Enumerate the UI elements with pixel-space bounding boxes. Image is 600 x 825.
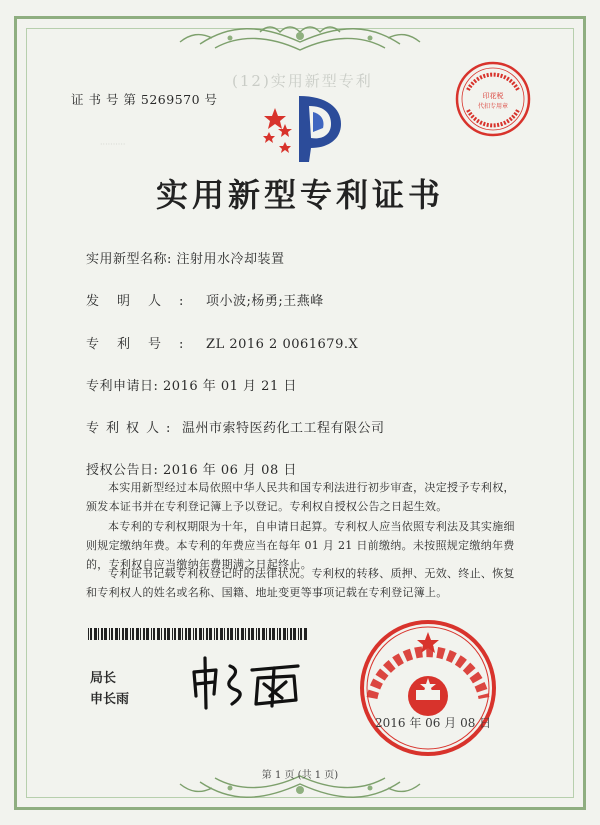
faint-bg-text: ·········· <box>100 140 126 149</box>
patent-number-label: 专利号: <box>86 337 202 352</box>
svg-text:代扣专用章: 代扣专用章 <box>477 103 509 110</box>
grant-date-value: 2016 年 06 月 08 日 <box>163 463 297 478</box>
field-utility-name <box>86 248 285 267</box>
svg-text:印花税: 印花税 <box>482 92 504 100</box>
inventor-value: 项小波;杨勇;王燕峰 <box>206 294 324 309</box>
paragraph-grant: 本实用新型经过本局依照中华人民共和国专利法进行初步审查，决定授予专利权，颁发本证书并在专利登记簿上予以登记。专利权自授权公告之日起生效。 <box>86 481 515 513</box>
seal-date: 2016 年 06 月 08 日 <box>375 716 492 730</box>
field-inventor <box>86 290 324 309</box>
certificate-title: 实用新型专利证书 <box>155 176 444 214</box>
tax-seal-stamp <box>454 60 532 138</box>
application-date-value: 2016 年 01 月 21 日 <box>163 379 297 394</box>
director-signature <box>186 650 316 712</box>
barcode <box>88 628 308 640</box>
director-block <box>90 668 129 710</box>
patentee-value: 温州市索特医药化工工程有限公司 <box>182 421 385 436</box>
field-application-date <box>86 375 297 394</box>
paragraph-legal-status: 专利证书记载专利权登记时的法律状况。专利权的转移、质押、无效、终止、恢复和专利权人的姓名或名称、国籍、地址变更等事项记载在专利登记簿上。 <box>86 567 515 599</box>
grant-date-label: 授权公告日: <box>86 463 159 478</box>
inventor-label: 发明人: <box>86 294 202 309</box>
field-patentee <box>86 417 385 436</box>
utility-name-value: 注射用水冷却装置 <box>176 252 285 267</box>
watermark-title: (12)实用新型专利 <box>232 72 373 90</box>
application-date-label: 专利申请日: <box>86 379 159 394</box>
page-number: 第 1 页 (共 1 页) <box>261 770 339 781</box>
patent-emblem-icon <box>255 88 351 166</box>
patentee-label: 专利权人: <box>86 421 178 436</box>
field-patent-number <box>86 333 358 352</box>
director-title: 局长 <box>90 671 117 686</box>
certificate-number: 证 书 号 第 5269570 号 <box>71 92 218 107</box>
paragraph-term: 本专利的专利权期限为十年，自申请日起算。专利权人应当依照专利法及其实施细则规定缴纳年费。本专利的年费应当在每年 01 月 21 日前缴纳。未按照规定缴纳年费的，专利权自应当缴纳年费期满之日起终止。 <box>86 520 515 571</box>
patent-number-value: ZL 2016 2 0061679.X <box>206 337 359 352</box>
director-name: 申长雨 <box>90 692 130 707</box>
field-grant-date <box>86 459 297 478</box>
national-ip-office-seal <box>358 618 498 758</box>
utility-name-label: 实用新型名称: <box>86 252 172 267</box>
